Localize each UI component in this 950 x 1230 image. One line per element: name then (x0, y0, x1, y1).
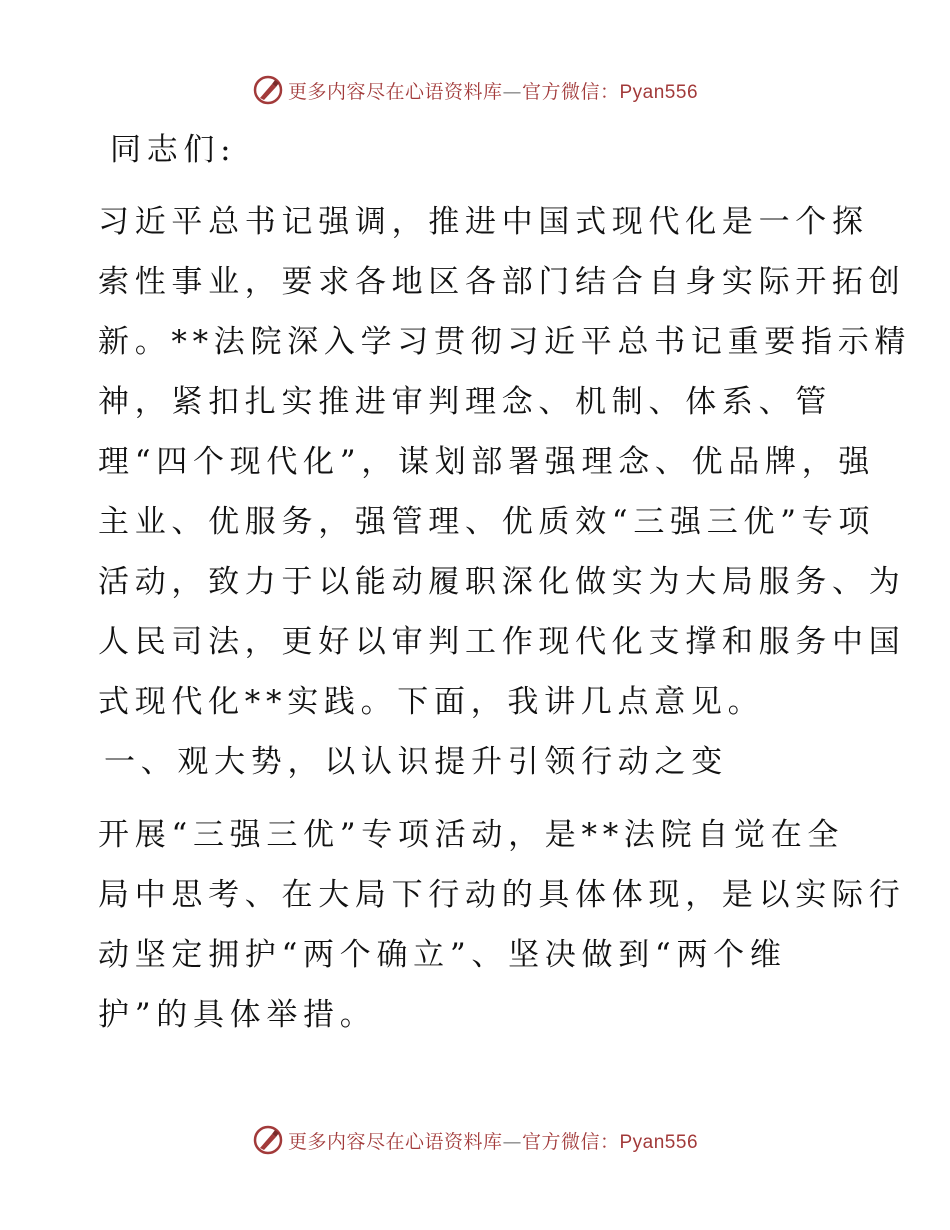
paragraph-1-line: 理“四个现代化”，谋划部署强理念、优品牌，强 (98, 444, 876, 480)
paragraph-2-line: 开展“三强三优”专项活动，是**法院自觉在全 (98, 817, 845, 853)
watermark-wechat-label: 官方微信： (521, 80, 620, 103)
watermark-separator: — (502, 80, 522, 103)
paragraph-2-line: 护”的具体举措。 (98, 997, 377, 1033)
watermark-wechat-id: Pyan556 (619, 81, 699, 103)
paragraph-1-line: 活动，致力于以能动履职深化做实为大局服务、为 (98, 564, 906, 600)
watermark-wechat-id: Pyan556 (619, 1131, 699, 1153)
section-heading: 一、观大势，以认识提升引领行动之变 (104, 744, 728, 780)
pen-logo-icon (252, 74, 284, 106)
header-watermark (0, 70, 950, 110)
paragraph-1-line: 主业、优服务，强管理、优质效“三强三优”专项 (98, 504, 876, 540)
greeting: 同志们: (110, 132, 237, 168)
paragraph-1-line: 人民司法，更好以审判工作现代化支撑和服务中国 (98, 624, 906, 660)
watermark-brand: 更多内容尽在心语资料库 (287, 1130, 503, 1153)
watermark-text (288, 1127, 698, 1154)
pen-logo-icon (252, 1124, 284, 1156)
paragraph-2-line: 局中思考、在大局下行动的具体体现，是以实际行 (98, 877, 906, 913)
paragraph-1-line: 习近平总书记强调，推进中国式现代化是一个探 (98, 204, 869, 240)
watermark-separator: — (502, 1130, 522, 1153)
watermark-brand: 更多内容尽在心语资料库 (287, 80, 503, 103)
paragraph-1-line: 索性事业，要求各地区各部门结合自身实际开拓创 (98, 264, 906, 300)
paragraph-1-line: 新。**法院深入学习贯彻习近平总书记重要指示精 (98, 324, 912, 360)
watermark-wechat-label: 官方微信： (521, 1130, 620, 1153)
paragraph-1-line: 式现代化**实践。下面，我讲几点意见。 (98, 684, 765, 720)
watermark-text (288, 77, 698, 104)
paragraph-1-line: 神，紧扣扎实推进审判理念、机制、体系、管 (98, 384, 832, 420)
paragraph-2-line: 动坚定拥护“两个确立”、坚决做到“两个维 (98, 937, 787, 973)
footer-watermark (0, 1120, 950, 1160)
